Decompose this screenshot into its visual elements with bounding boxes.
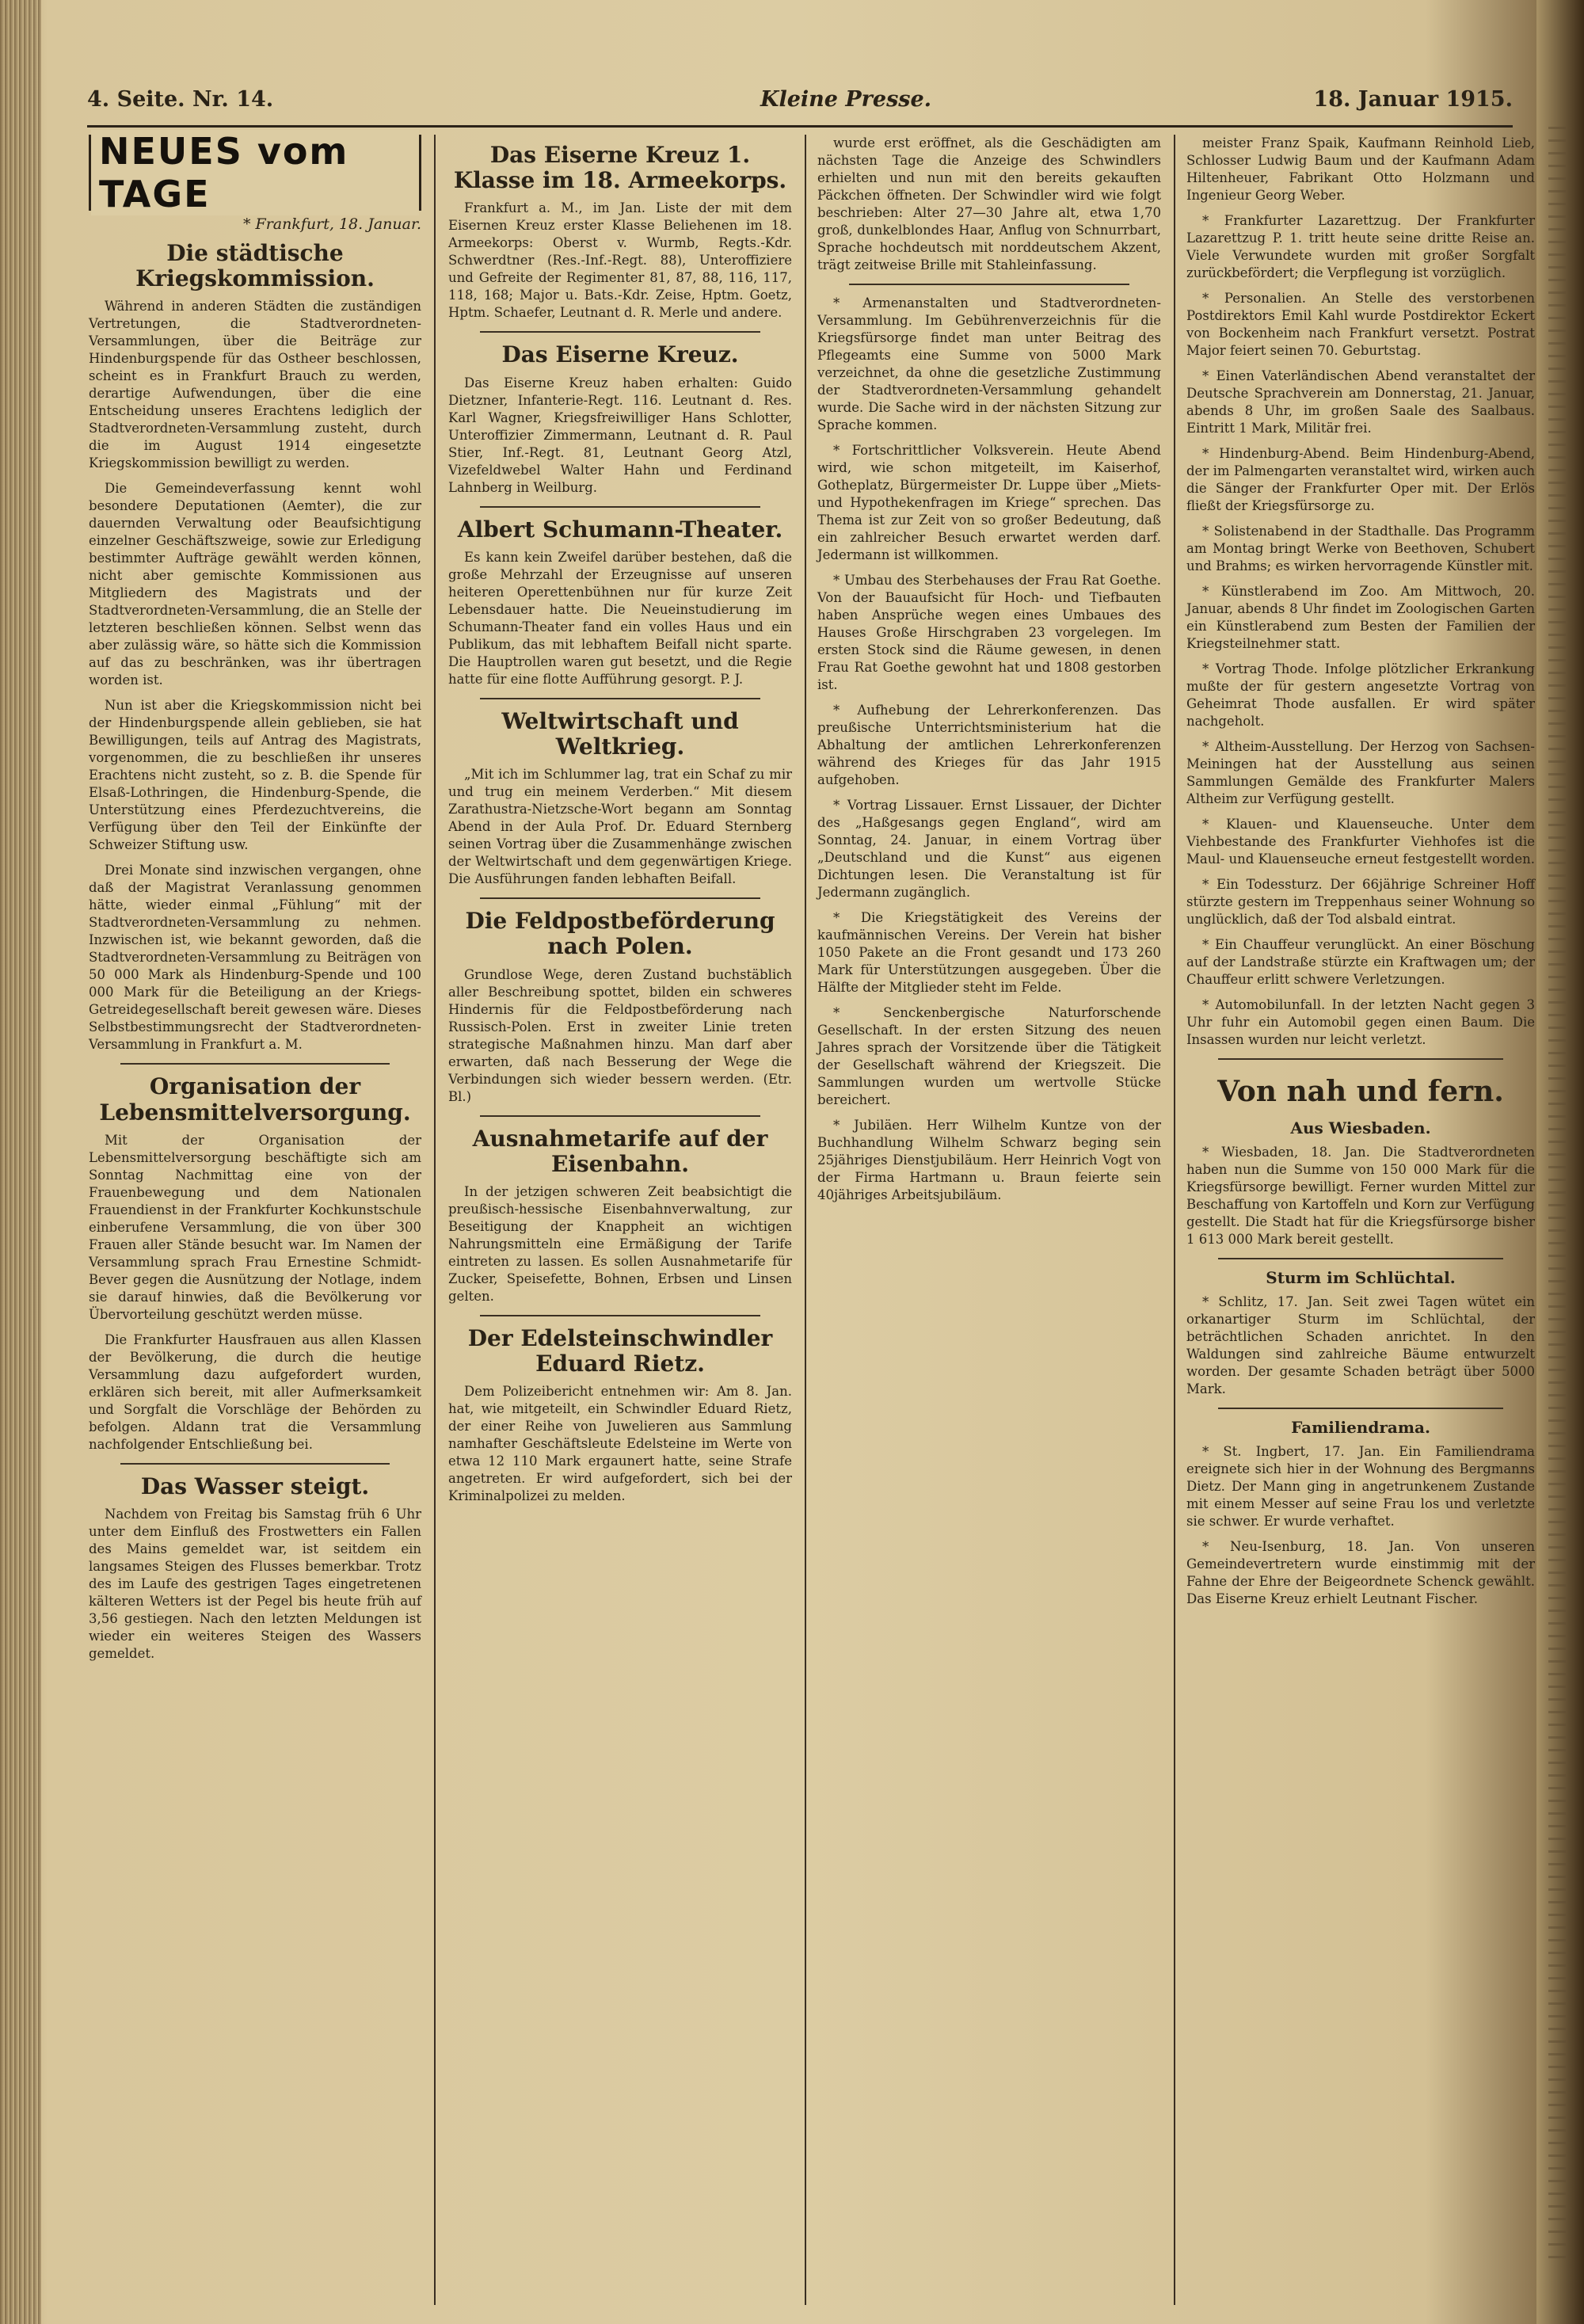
article-paragraph: Die Gemeindeverfassung kennt wohl besondere Deputationen (Aemter), die zur dauernden Verwaltung oder Beaufsichtigung einzelner Geschäftszweige, sowie zur Erledigung bestimmter Aufträge gewählt werden können, nicht aber gemischte Kommissionen aus Mitgliedern des Magistrats und der Stadtverordneten-Versammlung, die an Stelle der letzteren beschließen können. Selbst wenn das aber zulässig wäre, so hätte sich die Kommission auf das zu beschränken, was ihr übertragen worden ist. [89,481,421,688]
article-divider [480,331,760,333]
article-paragraph: * Neu-Isenburg, 18. Jan. Von unseren Gemeindevertretern wurde einstimmig mit der Fahne der Ehre der Beigeordnete Schenck gewählt. Das Eiserne Kreuz erhielt Leutnant Fischer. [1186,1539,1535,1607]
article [89,241,421,1053]
article-heading: Organisation der Lebensmittelversorgung. [99,1073,411,1126]
article-divider [480,506,760,508]
article-paragraph: * Fortschrittlicher Volksverein. Heute Abend wird, wie schon mitgeteilt, im Kaiserhof, Gotheplatz, Bürgermeister Dr. Luppe über „Miets- und Hypothekenfragen im Kriege“ sprechen. Das Thema ist zur Zeit von so großer Bedeutung, daß ein zahlreicher Besuch erwartet werden darf. Jedermann ist willkommen. [817,443,1161,562]
article [448,517,792,688]
masthead-banner [89,130,421,215]
article [448,909,792,1105]
article-paragraph: Es kann kein Zweifel darüber bestehen, daß die große Mehrzahl der Erzeugnisse auf unseren heiteren Operettenbühnen nur für kurze Zeit Lebensdauer hatte. Die Neueinstudierung im Schumann-Theater fand ein volles Haus und ein Publikum, das mit lebhaftem Beifall nicht sparte. Die Hauptrollen waren gut besetzt, und die Regie hatte für eine flotte Aufführung gesorgt. P. J. [448,549,792,687]
masthead-title: NEUES vom TAGE [91,130,419,215]
article [89,1474,421,1663]
dateline: * Frankfurt, 18. Januar. [243,215,421,233]
article [448,342,792,496]
article-paragraph: Frankfurt a. M., im Jan. Liste der mit dem Eisernen Kreuz erster Klasse Beliehenen im 18. Armeekorps: Oberst v. Wurmb, Regts.-Kdr. Schwerdtner (Res.-Inf.-Regt. 88), Unteroffiziere und Gefreite der Regimenter 81, 87, 88, 116, 117, 118, 168; Major u. Bats.-Kdr. Zeise, Hptm. Goetz, Hptm. Schaefer, Leutnant d. R. Merle und andere. [448,200,792,321]
article [1186,1076,1535,1108]
article-divider [480,897,760,899]
article [448,1126,792,1305]
article-paragraph: * Senckenbergische Naturforschende Gesellschaft. In der ersten Sitzung des neuen Jahres sprach der Vorsitzende über die Tätigkeit der Gesellschaft während der Kriegszeit. Die Sammlungen wurden um wertvolle Stücke bereichert. [817,1005,1161,1107]
article [1186,1119,1535,1248]
article [448,709,792,888]
article-paragraph: * Schlitz, 17. Jan. Seit zwei Tagen wütet ein orkanartiger Sturm im Schlüchtal, der beträchtlichen Schaden anrichtet. In den Waldungen sind zahlreiche Bäume entwurzelt worden. Der gesamte Schaden beträgt über 5000 Mark. [1186,1294,1535,1397]
article-divider [480,1115,760,1117]
article-paragraph: * Ein Chauffeur verunglückt. An einer Böschung auf der Landstraße stürzte ein Kraftwagen um; der Chauffeur erlitt schwere Verletzungen. [1186,937,1535,987]
article-heading: Die städtische Kriegskommission. [135,240,375,292]
article [1186,1269,1535,1398]
article-paragraph: Während in anderen Städten die zuständigen Vertretungen, die Stadtverordneten-Versammlungen, über die Beiträge zur Hindenburgspende für das Ostheer beschlossen, scheint es in Frankfurt Brauch zu werden, derartige Aufwendungen, über die eine Entscheidung unseres Erachtens lediglich der Stadtverordneten-Versammlung zusteht, durch die im August 1914 eingesetzte Kriegskommission bewilligt zu werden. [89,299,421,471]
article-divider [1218,1408,1503,1409]
article-heading: Familiendrama. [1291,1418,1430,1438]
article [89,1074,421,1453]
article-divider [849,284,1129,285]
issue-date: 18. Januar 1915. [1313,87,1513,112]
article-paragraph: * Personalien. An Stelle des verstorbenen Postdirektors Emil Kahl wurde Postdirektor Eckert von Bockenheim nach Frankfurt versetzt. Postrat Major feiert seinen 70. Geburtstag. [1186,291,1535,358]
column-1 [89,130,421,1672]
article-paragraph: * Die Kriegstätigkeit des Vereins der kaufmännischen Vereins. Der Verein hat bisher 1050 Pakete an die Front gesandt und 173 260 Mark für Unterstützungen ausgegeben. Über die Hälfte der Mitglieder steht im Felde. [817,910,1161,995]
article [817,295,1161,1204]
article-paragraph: * St. Ingbert, 17. Jan. Ein Familiendrama ereignete sich hier in der Wohnung des Bergmanns Dietz. Der Mann ging in angetrunkenem Zustande mit einem Messer auf seine Frau los und verletzte sie schwer. Er wurde verhaftet. [1186,1444,1535,1530]
article-divider [480,1315,760,1316]
article-paragraph: „Mit ich im Schlummer lag, trat ein Schaf zu mir und trug ein meinem Verderben.“ Mit diesem Zarathustra-Nietzsche-Wort begann am Sonntag Abend in der Aula Prof. Dr. Eduard Sternberg seinen Vortrag über die Zusammenhänge zwischen der Weltwirtschaft und dem gegenwärtigen Kriege. Die Ausführungen fanden lebhaften Beifall. [448,767,792,887]
article-paragraph: * Vortrag Thode. Infolge plötzlicher Erkrankung mußte der für gestern angesetzte Vortrag von Geheimrat Thode ausfallen. Er wird später nachgeholt. [1186,661,1535,729]
column-2 [448,135,792,1514]
article [448,1326,792,1505]
article-heading: Das Wasser steigt. [140,1473,370,1499]
article-paragraph: Das Eiserne Kreuz haben erhalten: Guido Dietzner, Infanterie-Regt. 116. Leutnant d. Res. Karl Wagner, Kriegsfreiwilliger Hans Schlotter, Unteroffizier Zimmermann, Leutnant d. R. Paul Stier, Inf.-Regt. 81, Leutnant Georg Atzl, Vizefeldwebel Walter Hahn und Ferdinand Lahnberg in Weilburg. [448,375,792,495]
article-heading: Von nah und fern. [1217,1075,1504,1108]
article-paragraph: * Ein Todessturz. Der 66jährige Schreiner Hoff stürzte gestern im Treppenhaus seiner Wohnung so unglücklich, daß der Tod alsbald eintrat. [1186,877,1535,927]
article-heading: Ausnahmetarife auf der Eisenbahn. [472,1125,768,1177]
adjacent-page-strip [1548,127,1566,2265]
article-paragraph: Nachdem von Freitag bis Samstag früh 6 Uhr unter dem Einfluß des Frostwetters ein Fallen des Mains gemeldet war, ist seitdem ein langsames Steigen des Flusses bemerkbar. Trotz des im Laufe des gestrigen Tages eingetretenen kälteren Wetters ist der Pegel bis heute früh auf 3,56 gestiegen. Nach den letzten Meldungen ist wieder ein weiteres Steigen des Wassers gemeldet. [89,1506,421,1661]
column-3 [817,135,1161,1213]
article-paragraph: * Solistenabend in der Stadthalle. Das Programm am Montag bringt Werke von Beethoven, Schubert und Brahms; es wirken hervorragende Künstler mit. [1186,524,1535,573]
article-paragraph: * Aufhebung der Lehrerkonferenzen. Das preußische Unterrichtsministerium hat die Abhaltung der amtlichen Lehrerkonferenzen während des Krieges für das Jahr 1915 aufgehoben. [817,703,1161,787]
article-heading: Das Eiserne Kreuz. [501,341,739,368]
column-rule [1174,135,1175,2305]
article-paragraph: Nun ist aber die Kriegskommission nicht bei der Hindenburgspende allein geblieben, sie hat Bewilligungen, teils auf Antrag des Magistrats, vorgenommen, die zu beschließen ihr unseres Erachtens nicht zusteht, so z. B. die Spende für Elsaß-Lothringen, die Hindenburg-Spende, die Unterstützung eines Pferdezuchtvereins, die Verfügung über den Teil der Einkünfte der Schweizer Stiftung usw. [89,698,421,853]
article-heading: Der Edelsteinschwindler Eduard Rietz. [467,1324,773,1377]
article-divider [1218,1258,1503,1259]
article-paragraph: * Armenanstalten und Stadtverordneten-Versammlung. Im Gebührenverzeichnis für die Kriegsfürsorge findet man unter Beitrag des Pflegeamts eine Summe von 5000 Mark verzeichnet, da ohne die gesetzliche Zustimmung der Stadtverordneten-Versammlung gehandelt wurde. Die Sache wird in der nächsten Sitzung zur Sprache kommen. [817,295,1161,432]
article-heading: Die Feldpostbeförderung nach Polen. [465,908,775,960]
article-paragraph: Mit der Organisation der Lebensmittelversorgung beschäftigte sich am Sonntag Nachmittag eine von der Frauenbewegung und dem Nationalen Frauendienst in der Frankfurter Kochkunstschule einberufene Versammlung, die von über 300 Frauen aller Stände besucht war. Im Namen der Versammlung sprach Frau Ernestine Schmidt-Bever gegen die Ausnützung der Notlage, indem sie darauf hinwies, daß die Bevölkerung vor Übervorteilung geschützt werden müsse. [89,1132,421,1322]
article-paragraph: * Umbau des Sterbehauses der Frau Rat Goethe. Von der Bauaufsicht für Hoch- und Tiefbauten haben Ansprüche wegen eines Umbaues des Hauses Große Hirschgraben 23 vorgelegen. Im ersten Stock sind die Räume gewesen, in denen Frau Rat Goethe gewohnt hat und 1808 gestorben ist. [817,573,1161,692]
article-heading: Sturm im Schlüchtal. [1266,1268,1456,1288]
article-paragraph: Grundlose Wege, deren Zustand buchstäblich aller Beschreibung spottet, bilden ein schweres Hindernis für die Feldpostbeförderung nach Russisch-Polen. Erst in zweiter Linie treten strategische Maßnahmen hinzu. Man darf aber erwarten, daß nach Besserung der Wege die Verbindungen sich wieder bessern werden. (Etr. Bl.) [448,966,792,1104]
article [448,143,792,322]
article-paragraph: * Einen Vaterländischen Abend veranstaltet der Deutsche Sprachverein am Donnerstag, 21. Januar, abends 8 Uhr, im großen Saale des Saalbaus. Eintritt 1 Mark, Militär frei. [1186,368,1535,436]
article-paragraph: wurde erst eröffnet, als die Geschädigten am nächsten Tage die Anzeige des Schwindlers erhielten und nun mit den bereits gekauften Päckchen öffneten. Der Schwindler wird wie folgt beschrieben: Alter 27—30 Jahre alt, etwa 1,70 groß, dunkelblondes Haar, Anflug von Schnurrbart, Sprache hochdeutsch mit norddeutschem Akzent, trägt zeitweise Brille mit Stahleinfassung. [817,135,1161,272]
article-paragraph: * Frankfurter Lazarettzug. Der Frankfurter Lazarettzug P. 1. tritt heute seine dritte Reise an. Viele Verwundete wurden mit großer Sorgfalt zurückbefördert; die Verpflegung ist vorzüglich. [1186,213,1535,280]
article-paragraph: * Jubiläen. Herr Wilhelm Kuntze von der Buchhandlung Wilhelm Schwarz beging sein 25jähriges Dienstjubiläum. Herr Heinrich Vogt von der Firma Hartmann u. Braun feierte sein 40jähriges Arbeitsjubiläum. [817,1118,1161,1202]
article [1186,135,1535,1049]
article-paragraph: In der jetzigen schweren Zeit beabsichtigt die preußisch-hessische Eisenbahnverwaltung, zur Beseitigung der Knappheit an wichtigen Nahrungsmitteln eine Ermäßigung der Tarife eintreten zu lassen. Es sollen Ausnahmetarife für Zucker, Speisefette, Bohnen, Erbsen und Linsen gelten. [448,1183,792,1304]
column-rule [805,135,806,2305]
article-paragraph: * Künstlerabend im Zoo. Am Mittwoch, 20. Januar, abends 8 Uhr findet im Zoologischen Garten ein Künstlerabend zum Besten der Familien der Kriegsteilnehmer statt. [1186,584,1535,651]
column-rule [434,135,436,2305]
column-4 [1186,135,1535,1617]
article-divider [480,698,760,699]
article-paragraph: * Wiesbaden, 18. Jan. Die Stadtverordneten haben nun die Summe von 150 000 Mark für die Kriegsfürsorge bewilligt. Ferner wurden Mittel zur Beschaffung von Kartoffeln und Korn zur Verfügung gestellt. Die Stadt hat für die Kriegsfürsorge bisher 1 613 000 Mark bereit gestellt. [1186,1145,1535,1248]
page-header [87,87,1513,128]
article-paragraph: * Vortrag Lissauer. Ernst Lissauer, der Dichter des „Haßgesangs gegen England“, wird am Sonntag, 24. Januar, in einem Vortrag über „Deutschland und die Kunst“ aus eigenen Dichtungen lesen. Die Veranstaltung ist für Jedermann zugänglich. [817,798,1161,900]
article-paragraph: meister Franz Spaik, Kaufmann Reinhold Lieb, Schlosser Ludwig Baum und der Kaufmann Adam Hiltenheuer, Fabrikant Otto Holzmann und Ingenieur Georg Weber. [1186,135,1535,203]
page-edge-left [0,0,41,2324]
article-paragraph: * Automobilunfall. In der letzten Nacht gegen 3 Uhr fuhr ein Automobil gegen einen Baum. Die Insassen wurden nur leicht verletzt. [1186,997,1535,1047]
article-heading: Weltwirtschaft und Weltkrieg. [501,707,739,760]
article-heading: Albert Schumann-Theater. [457,516,783,543]
article [1186,1419,1535,1608]
article [817,135,1161,274]
article-divider [120,1063,390,1065]
article-paragraph: Dem Polizeibericht entnehmen wir: Am 8. Jan. hat, wie mitgeteilt, ein Schwindler Eduard Rietz, der einer Reihe von Juwelieren aus Sammlung namhafter Geschäftsleute Edelsteine im Werte von etwa 12 110 Mark ergaunert hatte, seine Strafe angetreten. Er wird aufgefordert, sich bei der Kriminalpolizei zu melden. [448,1384,792,1504]
article-paragraph: * Altheim-Ausstellung. Der Herzog von Sachsen-Meiningen hat der Ausstellung aus seinen Sammlungen Gemälde des Frankfurter Malers Altheim zur Verfügung gestellt. [1186,739,1535,806]
article-paragraph: * Hindenburg-Abend. Beim Hindenburg-Abend, der im Palmengarten veranstaltet wird, wirken auch die Sänger der Frankfurter Oper mit. Der Erlös fließt der Kriegsfürsorge zu. [1186,446,1535,513]
article-paragraph: Drei Monate sind inzwischen vergangen, ohne daß der Magistrat Veranlassung genommen hätte, wieder einmal „Fühlung“ mit der Stadtverordneten-Versammlung zu nehmen. Inzwischen ist, wie bekannt geworden, daß die Stadtverordneten-Versammlung zu Beiträgen von 50 000 Mark als Hindenburg-Spende und 100 000 Mark für die Beteiligung an der Kriegs-Getreidegesellschaft bereit gewesen wäre. Dieses Selbstbestimmungsrecht der Stadtverordneten-Versammlung in Frankfurt a. M. [89,863,421,1053]
paper-title: Kleine Presse. [760,87,932,112]
article-paragraph: Die Frankfurter Hausfrauen aus allen Klassen der Bevölkerung, die durch die heutige Versammlung dazu aufgefordert wurden, erklären sich bereit, mit aller Aufmerksamkeit und Sorgfalt die Vorschläge der Behörden zu befolgen. Aldann trat die Versammlung nachfolgender Entschließung bei. [89,1332,421,1452]
article-divider [120,1463,390,1465]
article-heading: Aus Wiesbaden. [1290,1118,1431,1138]
page-number: 4. Seite. Nr. 14. [87,87,274,112]
article-paragraph: * Klauen- und Klauenseuche. Unter dem Viehbestande des Frankfurter Viehhofes ist die Maul- und Klauenseuche erneut festgestellt worden. [1186,817,1535,867]
article-divider [1218,1058,1503,1060]
article-heading: Das Eiserne Kreuz 1. Klasse im 18. Armeekorps. [453,142,787,194]
